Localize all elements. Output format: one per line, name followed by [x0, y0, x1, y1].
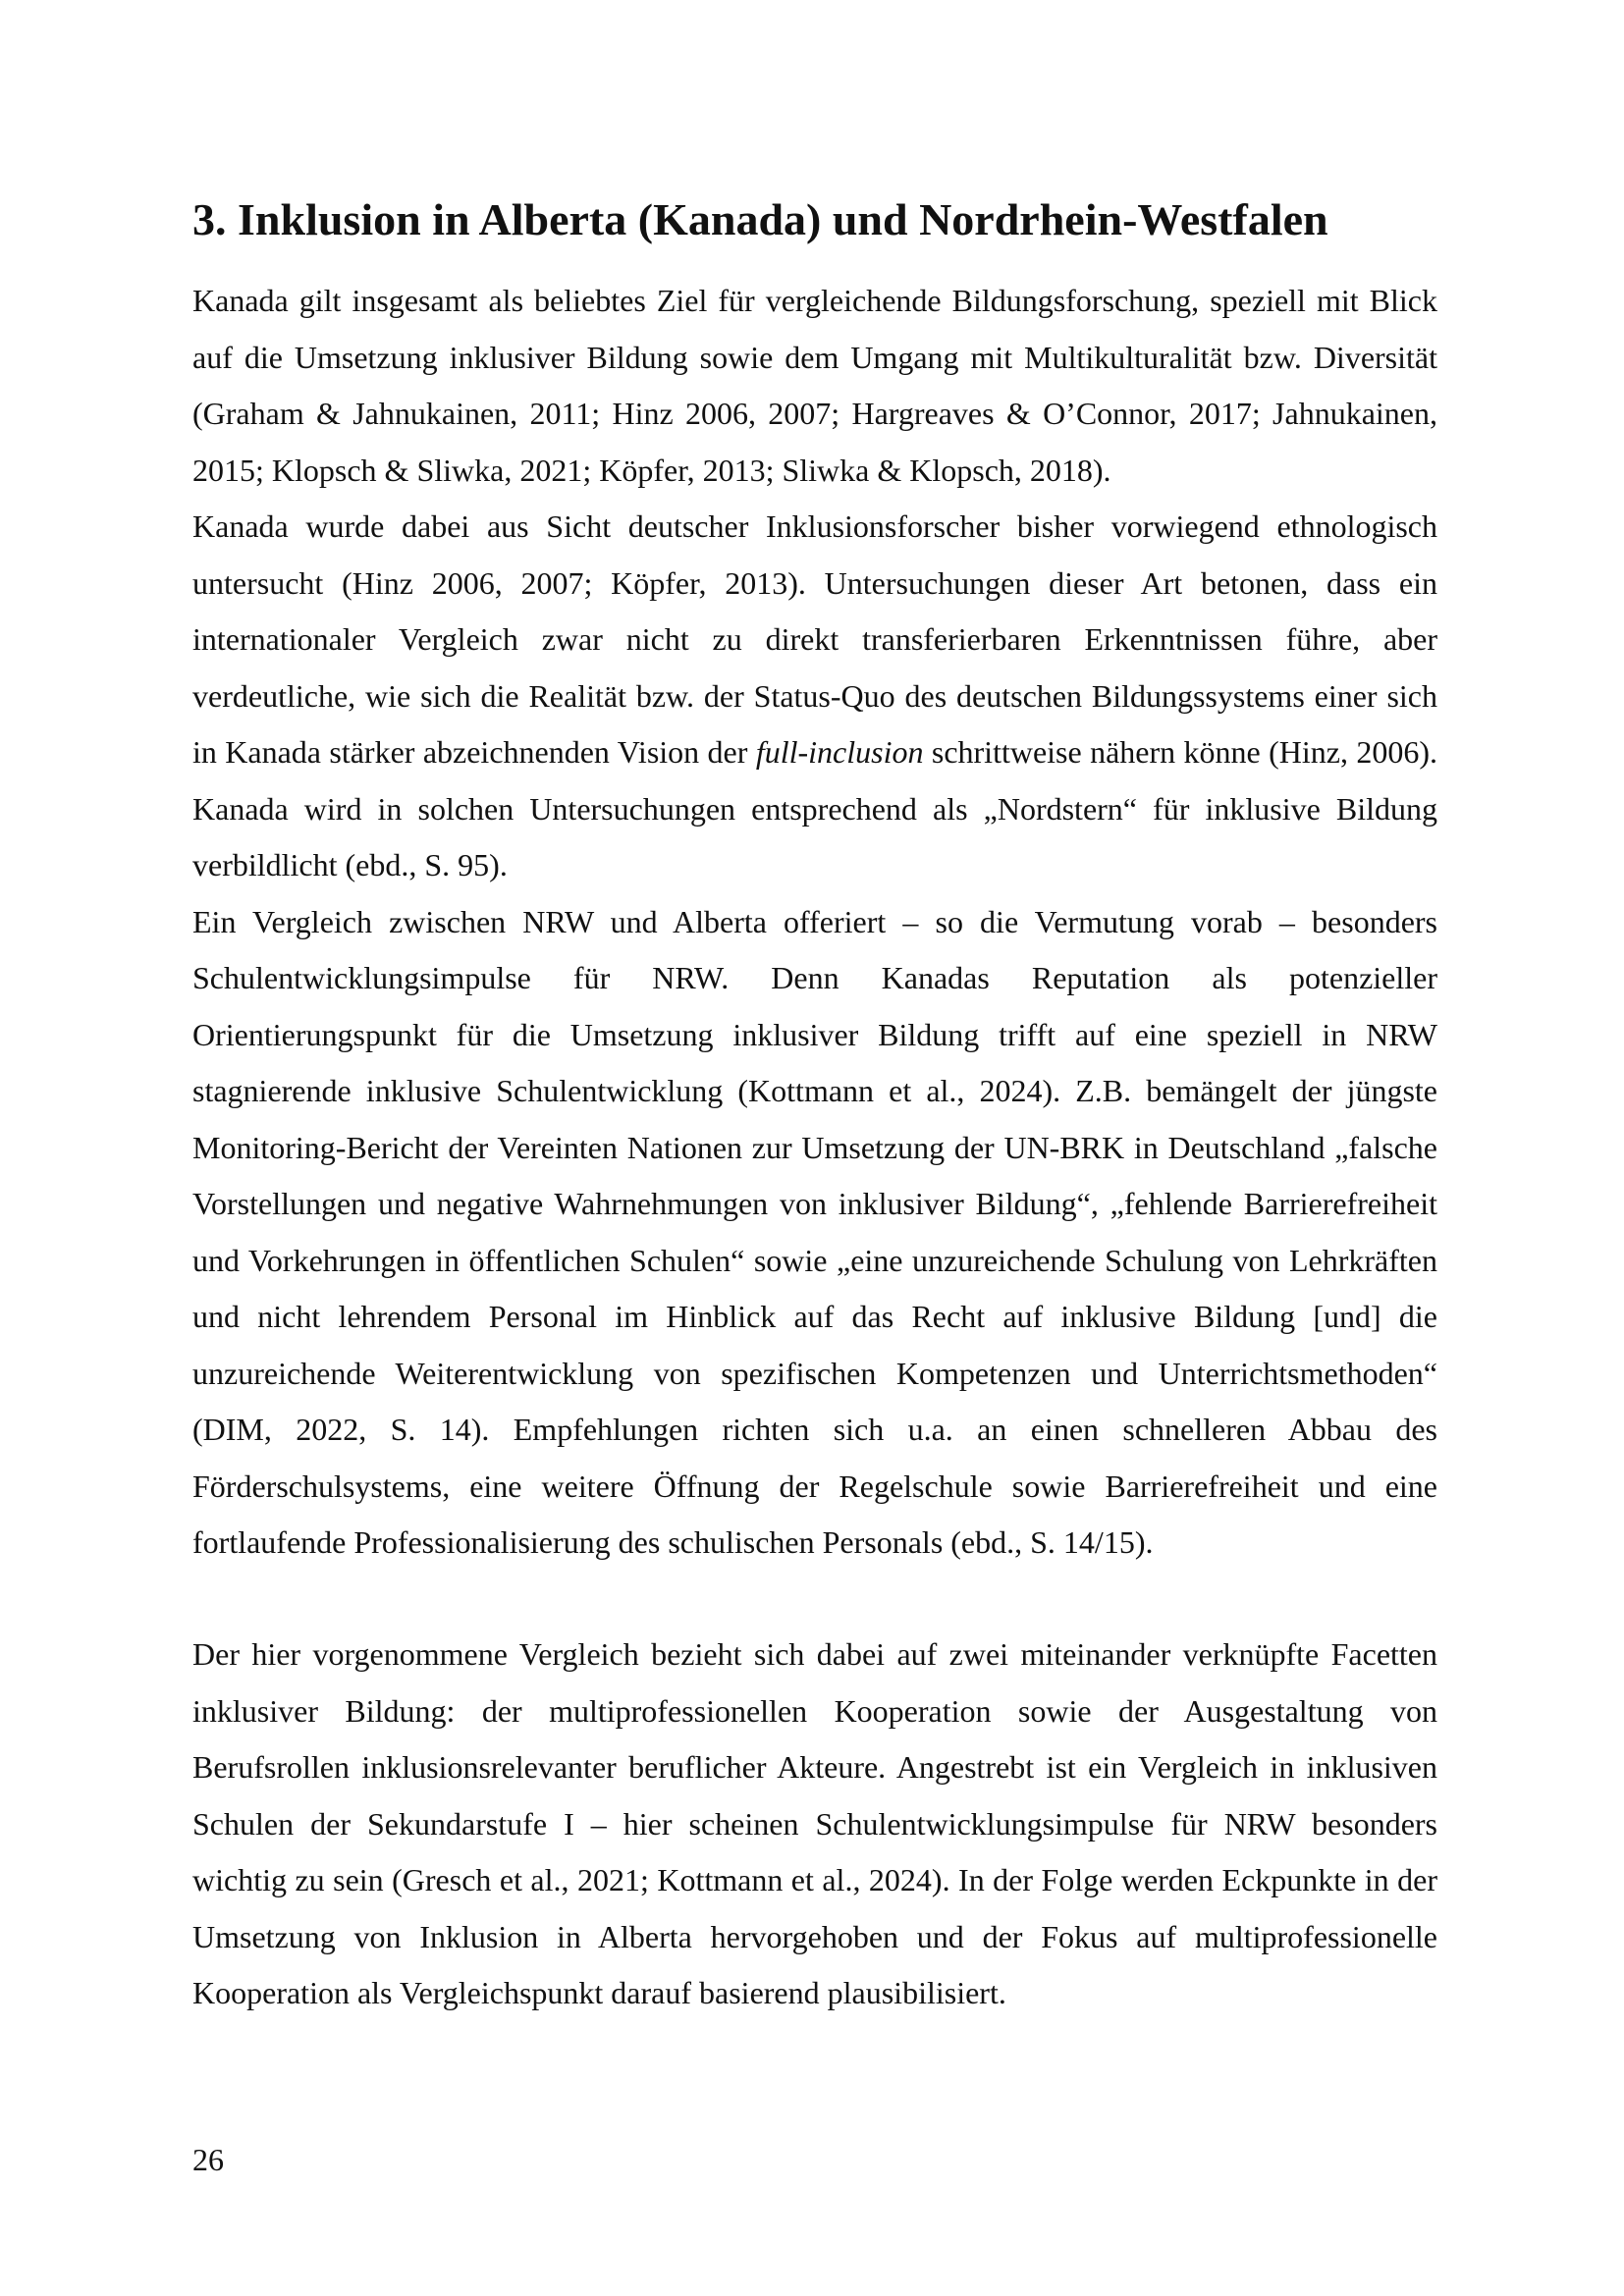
section-heading: 3. Inklusion in Alberta (Kanada) und Nordrhein-Westfalen [192, 194, 1328, 244]
paragraph-4: Der hier vorgenommene Vergleich bezieht sich dabei auf zwei miteinander verknüpfte Facetten inklusiver Bildung: der multiprofessionellen Kooperation sowie der Ausgestaltung von Berufsrollen inklusionsrelevanter beruflicher Akteure. Angestrebt ist ein Vergleich in inklusiven Schulen der Sekundarstufe I – hier scheinen Schulentwicklungsimpulse für NRW besonders wichtig zu sein (Gresch et al., 2021; Kottmann et al., 2024). In der Folge werden Eckpunkte in der Umsetzung von Inklusion in Alberta hervorgehoben und der Fokus auf multiprofessionelle Kooperation als Vergleichspunkt darauf basierend plausibilisiert. [192, 1636, 1437, 2010]
body-text-block-2 [192, 1627, 1437, 2022]
paragraph-2-italic-term: full-inclusion [755, 734, 924, 770]
paragraph-2-text-end: schrittweise nähern könne (Hinz, 2006). Kanada wird in solchen Untersuchungen entsprechend als „Nordstern“ für inklusive Bildung verbildlicht (ebd., S. 95). [192, 734, 1438, 882]
page-number: 26 [192, 2142, 224, 2177]
paragraph-2 [192, 499, 1437, 894]
paragraph-3: Ein Vergleich zwischen NRW und Alberta offeriert – so die Vermutung vorab – besonders Schulentwicklungsimpulse für NRW. Denn Kanadas Reputation als potenzieller Orientierungspunkt für die Umsetzung inklusiver Bildung trifft auf eine speziell in NRW stagnierende inklusive Schulentwicklung (Kottmann et al., 2024). Z.B. bemängelt der jüngste Monitoring-Bericht der Vereinten Nationen zur Umsetzung der UN-BRK in Deutschland „falsche Vorstellungen und negative Wahrnehmungen von inklusiver Bildung“, „fehlende Barrierefreiheit und Vorkehrungen in öffentlichen Schulen“ sowie „eine unzureichende Schulung von Lehrkräften und nicht lehrendem Personal im Hinblick auf das Recht auf inklusive Bildung [und] die unzureichende Weiterentwicklung von spezifischen Kompetenzen und Unterrichtsmethoden“ (DIM, 2022, S. 14). Empfehlungen richten sich u.a. an einen schnelleren Abbau des Förderschulsystems, eine weitere Öffnung der Regelschule sowie Barrierefreiheit und eine fortlaufende Professionalisierung des schulischen Personals (ebd., S. 14/15). [192, 903, 1437, 1560]
body-text-block-1 [192, 273, 1437, 1572]
paragraph-1: Kanada gilt insgesamt als beliebtes Ziel für vergleichende Bildungsforschung, speziell mit Blick auf die Umsetzung inklusiver Bildung sowie dem Umgang mit Multikulturalität bzw. Diversität (Graham & Jahnukainen, 2011; Hinz 2006, 2007; Hargreaves & O’Connor, 2017; Jahnukainen, 2015; Klopsch & Sliwka, 2021; Köpfer, 2013; Sliwka & Klopsch, 2018). [192, 283, 1437, 488]
paragraph-2-text-start: Kanada wurde dabei aus Sicht deutscher Inklusionsforscher bisher vorwiegend ethnologisch untersucht (Hinz 2006, 2007; Köpfer, 2013). Untersuchungen dieser Art betonen, dass ein internationaler Vergleich zwar nicht zu direkt transferierbaren Erkenntnissen führe, aber verdeutliche, wie sich die Realität bzw. der Status-Quo des deutschen Bildungssystems einer sich in Kanada stärker abzeichnenden Vision der [192, 508, 1437, 770]
